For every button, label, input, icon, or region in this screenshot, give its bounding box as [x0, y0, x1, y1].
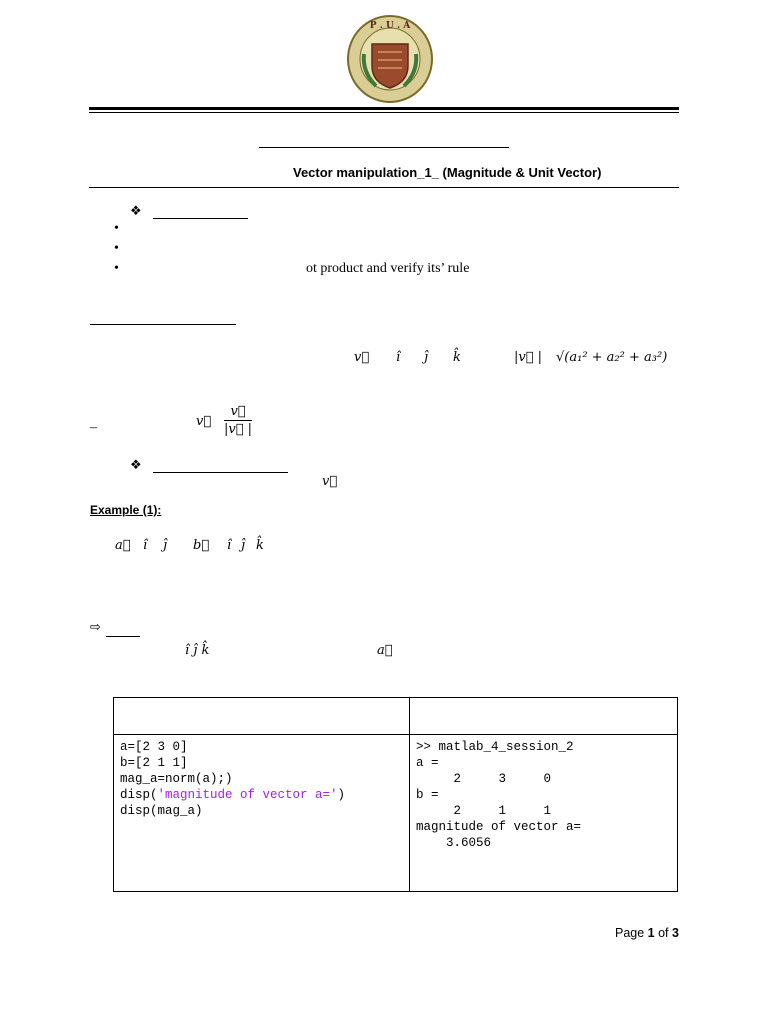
code-line: disp(mag_a): [120, 804, 203, 818]
output-line: 3.6056: [416, 836, 492, 850]
matlab-code-table: [113, 697, 678, 892]
disp-string: 'magnitude of vector a=': [157, 788, 338, 802]
output-line: 2 3 0: [416, 772, 552, 786]
vector-v-symbol: v⃗: [196, 414, 212, 429]
vector-a-symbol: a⃗: [115, 538, 131, 553]
unit-j-symbol: ĵ: [163, 538, 168, 553]
code-line-disp: [120, 787, 403, 803]
matlab-output-cell: [410, 735, 678, 892]
table-header-output: [410, 698, 678, 735]
disp-prefix: disp(: [120, 788, 158, 802]
university-logo: [346, 14, 434, 104]
section2-heading-underline: [153, 472, 288, 473]
vector-v-symbol: v⃗: [322, 474, 338, 489]
vector-a-symbol: a⃗: [377, 643, 393, 658]
unit-i-symbol: î: [396, 350, 401, 365]
unit-i-symbol: î: [143, 538, 148, 553]
unit-j-symbol: ĵ: [241, 538, 246, 553]
page-number-footer: [615, 926, 679, 940]
header-rule-thick: [89, 107, 679, 110]
vector-b-symbol: b⃗: [193, 538, 210, 553]
logo-letters: P . U . A: [369, 21, 411, 31]
title-underline: [259, 147, 509, 148]
unit-vector-fraction: [224, 405, 252, 436]
example-label: Example (1):: [90, 503, 162, 517]
unit-j-symbol: ĵ: [424, 350, 429, 365]
code-line: b=[2 1 1]: [120, 756, 188, 770]
output-line: 2 1 1: [416, 804, 552, 818]
dash: –: [90, 420, 97, 435]
page-prefix: Page: [615, 926, 648, 940]
arrow-heading-underline: [106, 636, 140, 637]
magnitude-label: |v⃗ |: [514, 350, 543, 365]
diamond-bullet-icon: ❖: [130, 457, 142, 472]
fraction-denominator: |v⃗ |: [224, 422, 253, 437]
output-line: a =: [416, 756, 439, 770]
code-line: a=[2 3 0]: [120, 740, 188, 754]
unit-k-symbol: k̂: [453, 350, 461, 365]
title-rule: [89, 187, 679, 188]
table-header-script: [114, 698, 410, 735]
diamond-bullet-icon: ❖: [130, 203, 142, 218]
header-rule-thin: [89, 112, 679, 113]
disp-suffix: ): [337, 788, 346, 802]
definition-heading-underline: [90, 324, 236, 325]
bullet-icon: •: [114, 221, 119, 236]
fraction-numerator: v⃗: [230, 404, 246, 419]
objective-text: ot product and verify its’ rule: [306, 261, 470, 276]
magnitude-formula: √(a₁² + a₂² + a₃²): [556, 350, 668, 365]
bullet-icon: •: [114, 261, 119, 276]
unit-i-symbol: î: [227, 538, 232, 553]
bullet-icon: •: [114, 241, 119, 256]
page-total: 3: [672, 926, 679, 940]
matlab-script-cell: [114, 735, 410, 892]
page-title: Vector manipulation_1_ (Magnitude & Unit Vector): [293, 165, 602, 180]
vector-v-symbol: v⃗: [354, 350, 370, 365]
objectives-heading-underline: [153, 218, 248, 219]
unit-vectors-ijk: î ĵ k̂: [185, 643, 210, 658]
code-line: mag_a=norm(a);): [120, 772, 233, 786]
page-number: 1: [647, 926, 655, 940]
unit-k-symbol: k̂: [256, 538, 264, 553]
output-line: >> matlab_4_session_2: [416, 740, 574, 754]
page-middle: of: [654, 926, 672, 940]
output-line: magnitude of vector a=: [416, 820, 582, 834]
arrow-icon: ⇨: [90, 620, 101, 635]
output-line: b =: [416, 788, 439, 802]
